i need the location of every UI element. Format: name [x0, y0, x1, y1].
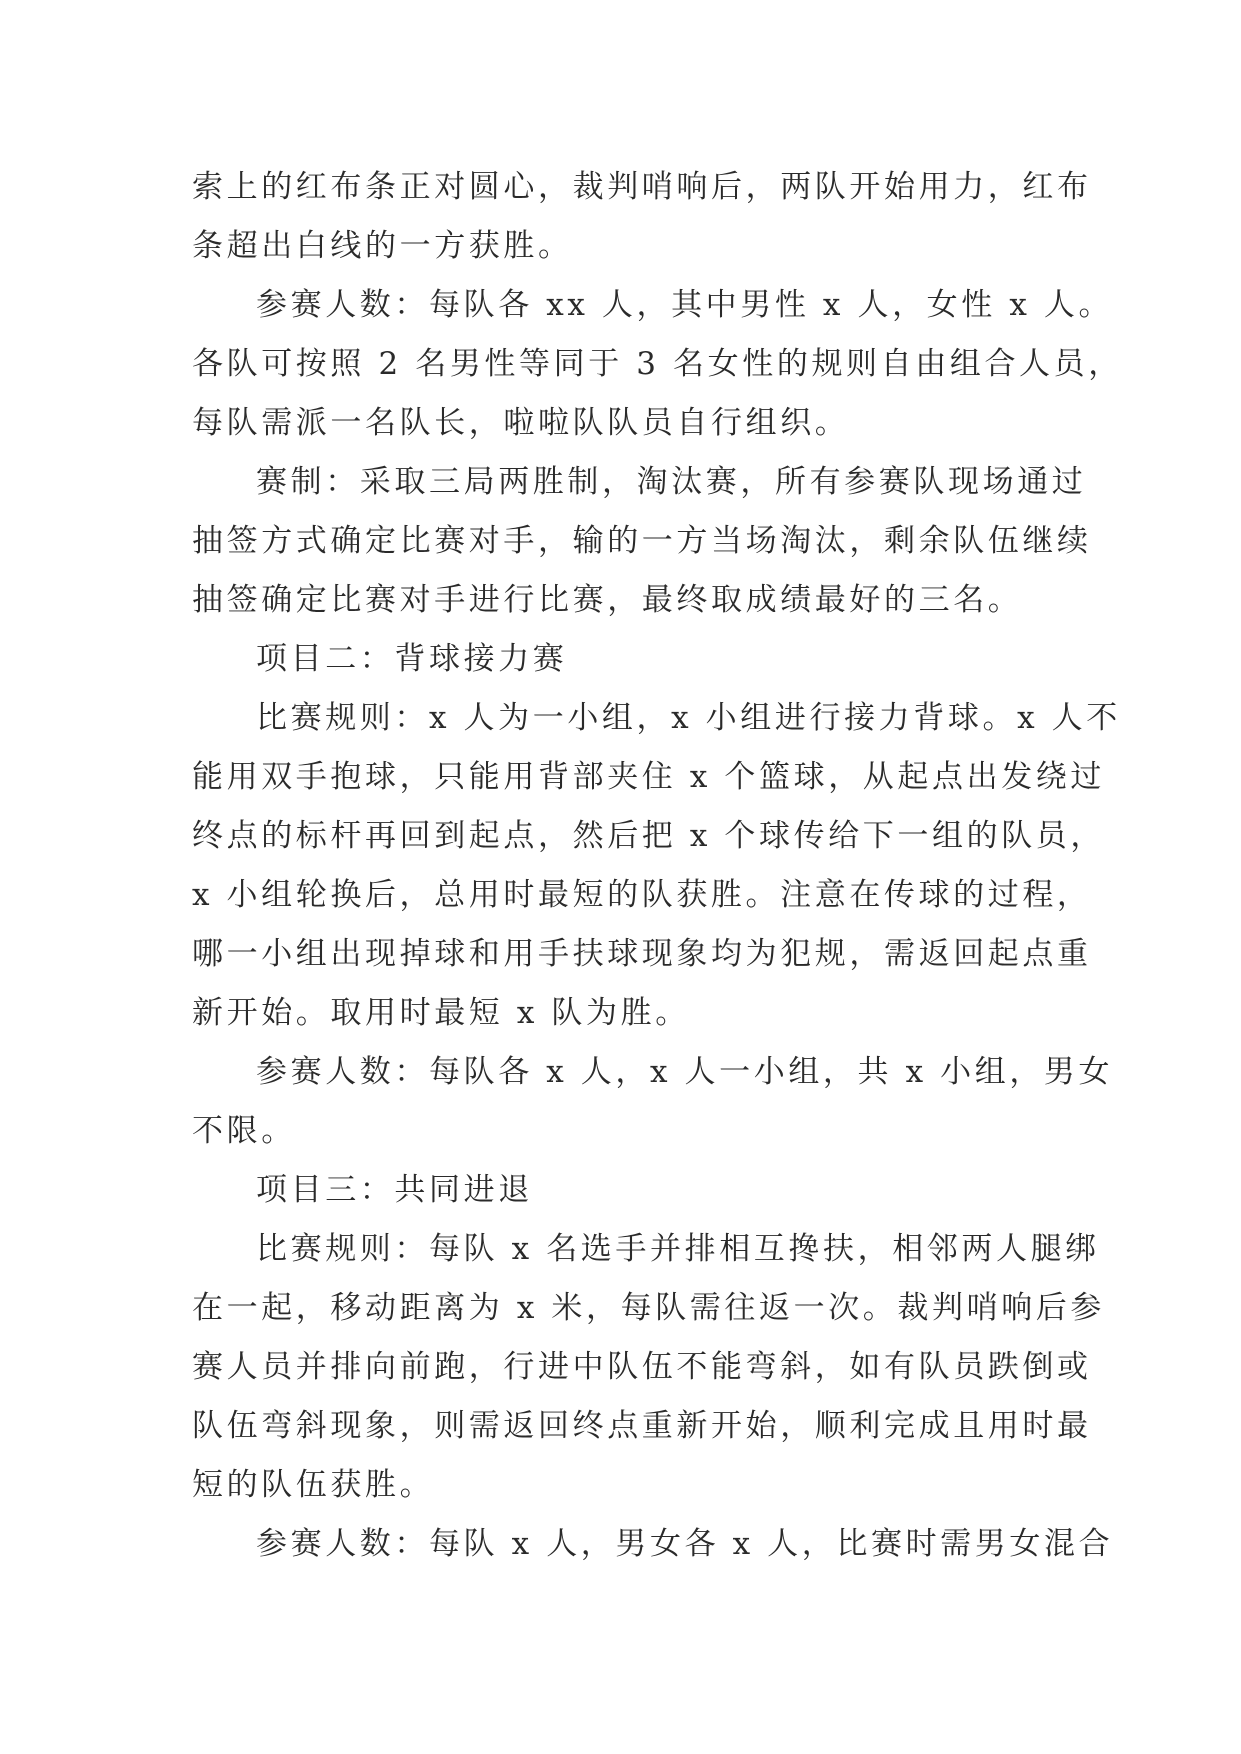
- text-line: 参赛人数：每队各 xx 人，其中男性 x 人，女性 x 人。: [256, 287, 1114, 323]
- text-line: 赛人员并排向前跑，行进中队伍不能弯斜，如有队员跌倒或: [192, 1349, 1092, 1385]
- text-line: 参赛人数：每队 x 人，男女各 x 人，比赛时需男女混合: [256, 1526, 1114, 1562]
- text-line: 条超出白线的一方获胜。: [192, 228, 573, 264]
- text-line: x 小组轮换后，总用时最短的队获胜。注意在传球的过程，: [192, 877, 1092, 913]
- text-line: 队伍弯斜现象，则需返回终点重新开始，顺利完成且用时最: [192, 1408, 1092, 1444]
- text-line: 每队需派一名队长，啦啦队队员自行组织。: [192, 405, 850, 441]
- text-line: 比赛规则：每队 x 名选手并排相互搀扶，相邻两人腿绑: [256, 1231, 1100, 1267]
- text-line: 新开始。取用时最短 x 队为胜。: [192, 995, 690, 1031]
- document-body: [192, 158, 1123, 1574]
- text-line: 比赛规则：x 人为一小组，x 小组进行接力背球。x 人不: [256, 700, 1121, 736]
- text-line: 哪一小组出现掉球和用手扶球现象均为犯规，需返回起点重: [192, 936, 1092, 972]
- text-line: 能用双手抱球，只能用背部夹住 x 个篮球，从起点出发绕过: [192, 759, 1105, 795]
- text-line: 抽签方式确定比赛对手，输的一方当场淘汰，剩余队伍继续: [192, 523, 1092, 559]
- text-line: 赛制：采取三局两胜制，淘汰赛，所有参赛队现场通过: [256, 464, 1087, 500]
- text-line: 终点的标杆再回到起点，然后把 x 个球传给下一组的队员，: [192, 818, 1105, 854]
- text-line: 索上的红布条正对圆心，裁判哨响后，两队开始用力，红布: [192, 169, 1092, 205]
- text-line: 抽签确定比赛对手进行比赛，最终取成绩最好的三名。: [192, 582, 1023, 618]
- section-heading: 项目二：背球接力赛: [256, 641, 568, 677]
- text-line: 参赛人数：每队各 x 人，x 人一小组，共 x 小组，男女: [256, 1054, 1114, 1090]
- text-line: 各队可按照 2 名男性等同于 3 名女性的规则自由组合人员，: [192, 346, 1123, 382]
- text-line: 在一起，移动距离为 x 米，每队需往返一次。裁判哨响后参: [192, 1290, 1105, 1326]
- text-line: 短的队伍获胜。: [192, 1467, 435, 1503]
- text-line: 不限。: [192, 1113, 296, 1149]
- section-heading: 项目三：共同进退: [256, 1172, 533, 1208]
